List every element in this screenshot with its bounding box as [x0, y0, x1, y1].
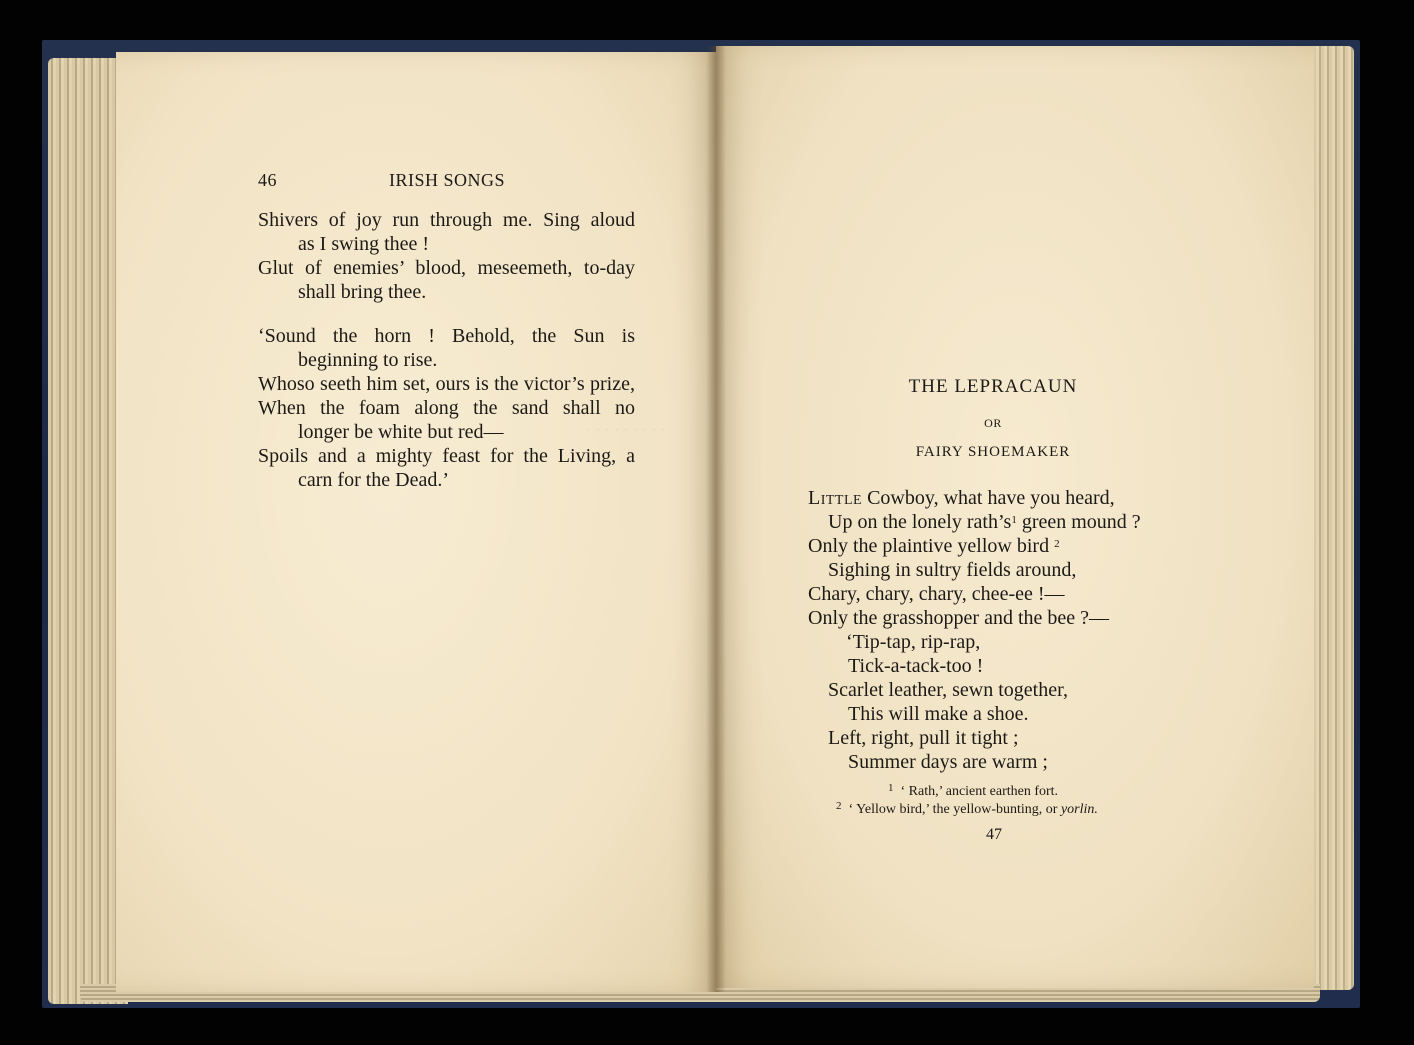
verse-line: Only the grasshopper and the bee ?—: [808, 607, 1110, 629]
left-page: [116, 52, 716, 992]
footnote-ref: 2: [1054, 538, 1060, 550]
poem-subtitle: FAIRY SHOEMAKER: [915, 444, 1071, 460]
poem-title: THE LEPRACAUN: [908, 376, 1078, 397]
verse-line: Glut of enemies’ blood, meseemeth, to-day: [258, 257, 635, 279]
right-page: [716, 46, 1314, 988]
verse-line: Shivers of joy run through me. Sing aloud: [258, 209, 635, 231]
verse-line: This will make a shoe.: [848, 703, 1029, 725]
verse-line: as I swing thee !: [298, 233, 430, 255]
verse-line: Left, right, pull it tight ;: [828, 727, 1019, 749]
show-through: · · · · · · · · ·: [586, 422, 666, 439]
verse-line: beginning to rise.: [298, 349, 438, 371]
verse-line: Up on the lonely $rath’s^1$ green mound ?: [828, 511, 1141, 533]
verse-line: Only the plaintive yellow bird $^2$: [808, 535, 1060, 557]
verse-line: Summer days are warm ;: [848, 751, 1048, 773]
verse-line: shall bring thee.: [298, 281, 427, 303]
verse-line: Scarlet leather, sewn together,: [828, 679, 1068, 701]
verse-line: longer be white but red—: [298, 421, 504, 443]
verse-line: ‘Sound the horn ! Behold, the Sun is: [258, 325, 635, 347]
page-number-right: 47: [986, 826, 1002, 843]
footnote: $^1$ ‘ Rath,’ ancient earthen fort.: [888, 782, 1059, 799]
footnote: $^2$ ‘ Yellow bird,’ the yellow-bunting, or yorlin.: [836, 800, 1098, 817]
verse-line: Whoso seeth him set, ours is the victor’s prize,: [258, 373, 635, 395]
verse-line: Chary, chary, chary, chee-ee !—: [808, 583, 1065, 605]
verse-line: carn for the Dead.’: [298, 469, 450, 491]
poem-title-or: OR: [984, 416, 1002, 430]
verse-line: Sighing in sultry fields around,: [828, 559, 1077, 581]
running-head: IRISH SONGS: [389, 170, 506, 190]
drop-word: Little: [808, 487, 863, 509]
verse-line: Little Cowboy, what have you heard,: [808, 487, 1115, 509]
verse-line: Spoils and a mighty feast for the Living, a: [258, 445, 635, 467]
verse-line: Tick-a-tack-too !: [848, 655, 984, 677]
verse-line: When the foam along the sand shall no: [258, 397, 635, 419]
page-number-left: 46: [258, 170, 277, 190]
verse-line: ‘Tip-tap, rip-rap,: [846, 631, 981, 653]
footnote-ref: 1: [1011, 514, 1017, 526]
book-gutter: [706, 46, 726, 992]
